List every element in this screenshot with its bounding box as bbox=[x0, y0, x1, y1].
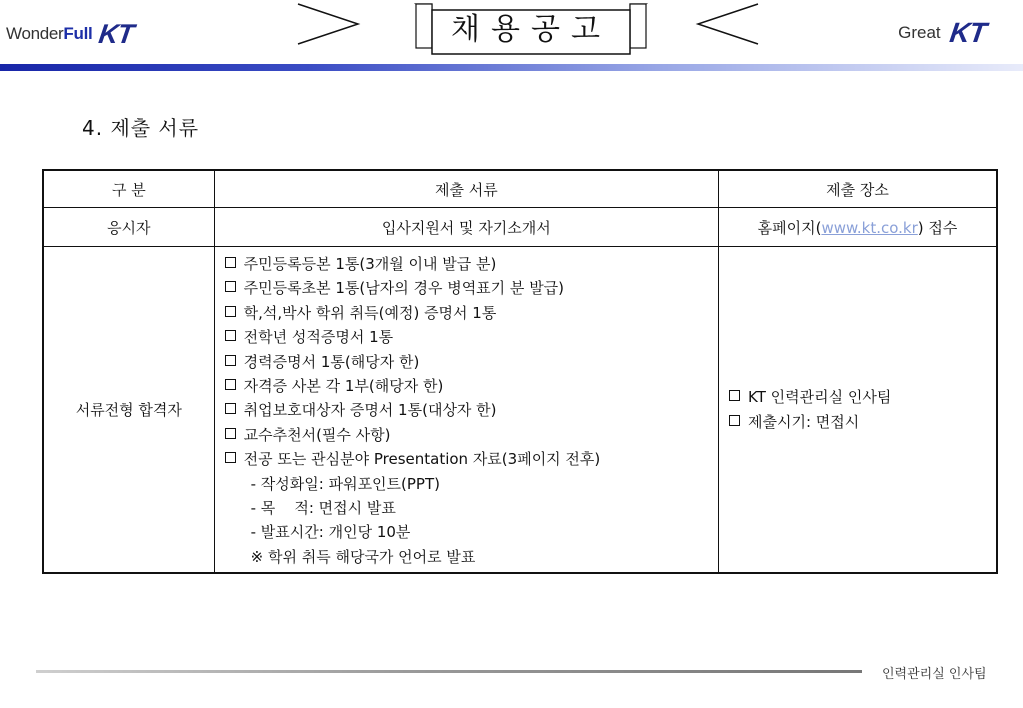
list-item-text: 자격증 사본 각 1부(해당자 한) bbox=[243, 377, 444, 396]
logo-great-text: Great bbox=[898, 23, 941, 42]
wonderfull-kt-logo bbox=[6, 18, 136, 49]
document-list bbox=[214, 247, 718, 574]
footer-department: 인력관리실 인사팀 bbox=[882, 667, 987, 682]
table-row bbox=[43, 247, 997, 574]
section-heading: 4. 제출 서류 bbox=[82, 116, 200, 140]
list-item-text: 주민등록등본 1통(3개월 이내 발급 분) bbox=[243, 255, 497, 273]
list-item bbox=[225, 276, 708, 300]
header-category: 구 분 bbox=[43, 170, 214, 208]
row-location bbox=[719, 208, 997, 247]
list-item bbox=[225, 350, 708, 374]
checkbox-icon bbox=[225, 452, 236, 463]
table-row bbox=[43, 208, 997, 247]
sub-item: - 발표시간: 개인당 10분 bbox=[250, 523, 411, 542]
list-item bbox=[225, 398, 708, 422]
list-item-text: 전공 또는 관심분야 Presentation 자료(3페이지 전후) bbox=[243, 450, 601, 469]
header-divider-bar bbox=[0, 64, 1023, 71]
checkbox-icon bbox=[225, 355, 236, 366]
list-item-text: 제출시기: 면접시 bbox=[748, 412, 860, 431]
list-item bbox=[225, 423, 708, 447]
list-item bbox=[225, 325, 708, 349]
list-item-text: 교수추천서(필수 사항) bbox=[243, 425, 391, 444]
list-item-text: KT 인력관리실 인사팀 bbox=[748, 388, 892, 407]
list-item-text: 취업보호대상자 증명서 1통(대상자 한) bbox=[243, 401, 497, 420]
table-header-row bbox=[43, 170, 997, 208]
header-documents: 제출 서류 bbox=[214, 170, 718, 208]
header-location: 제출 장소 bbox=[719, 170, 997, 208]
list-item-text: 주민등록초본 1통(남자의 경우 병역표기 분 발급) bbox=[243, 279, 565, 298]
checkbox-icon bbox=[729, 390, 740, 401]
list-item bbox=[225, 301, 708, 325]
submission-location-list bbox=[719, 247, 997, 574]
row-category: 서류전형 합격자 bbox=[43, 247, 214, 574]
kt-logo-right: KT bbox=[947, 17, 988, 48]
checkbox-icon bbox=[225, 330, 236, 341]
sub-item: - 작성화일: 파워포인트(PPT) bbox=[250, 474, 440, 493]
list-item bbox=[225, 252, 708, 276]
kt-logo-left: KT bbox=[97, 18, 136, 49]
sub-item-note: ※ 학위 취득 해당국가 언어로 발표 bbox=[250, 547, 476, 566]
list-item-text: 학,석,박사 학위 취득(예정) 증명서 1통 bbox=[243, 303, 497, 322]
list-item-text: 전학년 성적증명서 1통 bbox=[243, 328, 394, 347]
checkbox-icon bbox=[225, 403, 236, 414]
page-title: 채용공고 bbox=[451, 12, 611, 47]
list-item bbox=[729, 410, 986, 434]
list-item bbox=[225, 374, 708, 398]
location-prefix: 홈페이지( bbox=[757, 218, 822, 237]
documents-table bbox=[42, 169, 998, 574]
homepage-link[interactable]: www.kt.co.kr bbox=[821, 218, 918, 237]
row-documents: 입사지원서 및 자기소개서 bbox=[214, 208, 718, 247]
row-category: 응시자 bbox=[43, 208, 214, 247]
sub-item: - 목 적: 면접시 발표 bbox=[250, 499, 396, 518]
list-item bbox=[225, 447, 708, 471]
list-item-text: 경력증명서 1통(해당자 한) bbox=[243, 352, 420, 371]
footer-divider bbox=[36, 670, 862, 673]
checkbox-icon bbox=[729, 415, 740, 426]
logo-wonder-text: Wonder bbox=[6, 24, 64, 43]
checkbox-icon bbox=[225, 257, 236, 268]
checkbox-icon bbox=[225, 306, 236, 317]
checkbox-icon bbox=[225, 379, 236, 390]
location-suffix: ) 접수 bbox=[917, 218, 958, 237]
great-kt-logo bbox=[898, 17, 988, 48]
list-item bbox=[729, 385, 986, 409]
checkbox-icon bbox=[225, 281, 236, 292]
checkbox-icon bbox=[225, 428, 236, 439]
logo-full-text: Full bbox=[63, 24, 93, 43]
